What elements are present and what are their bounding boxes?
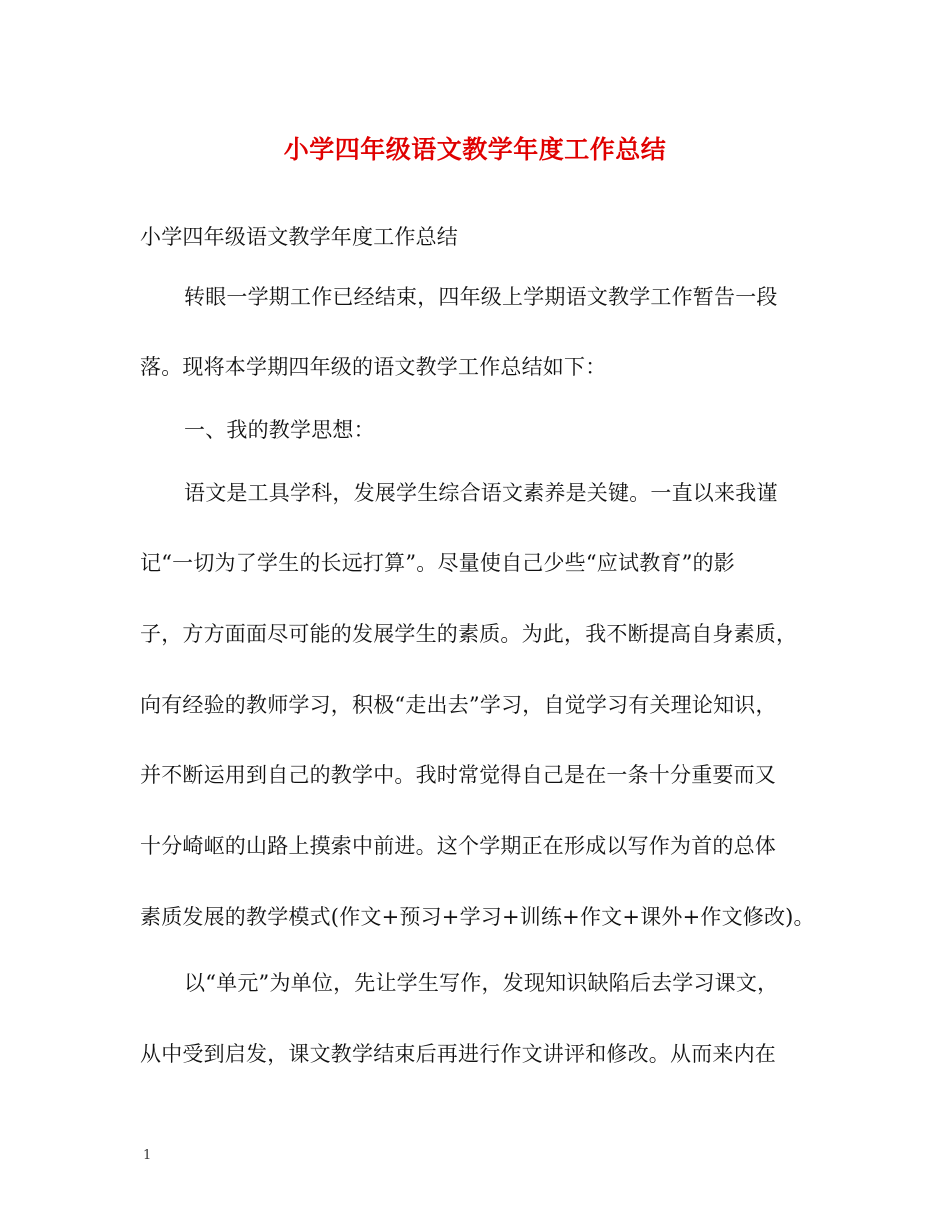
paragraph-line: 落。现将本学期四年级的语文教学工作总结如下： (140, 355, 607, 379)
paragraph-line: 子，方方面面尽可能的发展学生的素质。为此，我不断提高自身素质， (140, 622, 798, 646)
document-title: 小学四年级语文教学年度工作总结 (283, 135, 667, 164)
paragraph-line: 从中受到启发，课文教学结束后再进行作文讲评和修改。从而来内在 (140, 1042, 776, 1066)
paragraph-line: 素质发展的教学模式(作文+预习+学习+训练+作文+课外+作文修改)。 (140, 905, 815, 929)
subtitle-line: 小学四年级语文教学年度工作总结 (140, 225, 458, 249)
paragraph-line: 以“单元”为单位，先让学生写作，发现知识缺陷后去学习课文， (184, 971, 779, 995)
paragraph-line: 转眼一学期工作已经结束，四年级上学期语文教学工作暂告一段 (184, 285, 778, 309)
page-number: 1 (143, 1148, 152, 1163)
paragraph-line: 向有经验的教师学习，积极“走出去”学习，自觉学习有关理论知识， (140, 693, 777, 717)
section-heading: 一、我的教学思想： (184, 418, 375, 442)
paragraph-line: 记“一切为了学生的长远打算”。尽量使自己少些“应试教育”的影 (140, 551, 735, 575)
paragraph-line: 语文是工具学科，发展学生综合语文素养是关键。一直以来我谨 (184, 481, 778, 505)
paragraph-line: 并不断运用到自己的教学中。我时常觉得自己是在一条十分重要而又 (140, 763, 776, 787)
paragraph-line: 十分崎岖的山路上摸索中前进。这个学期正在形成以写作为首的总体 (140, 834, 776, 858)
